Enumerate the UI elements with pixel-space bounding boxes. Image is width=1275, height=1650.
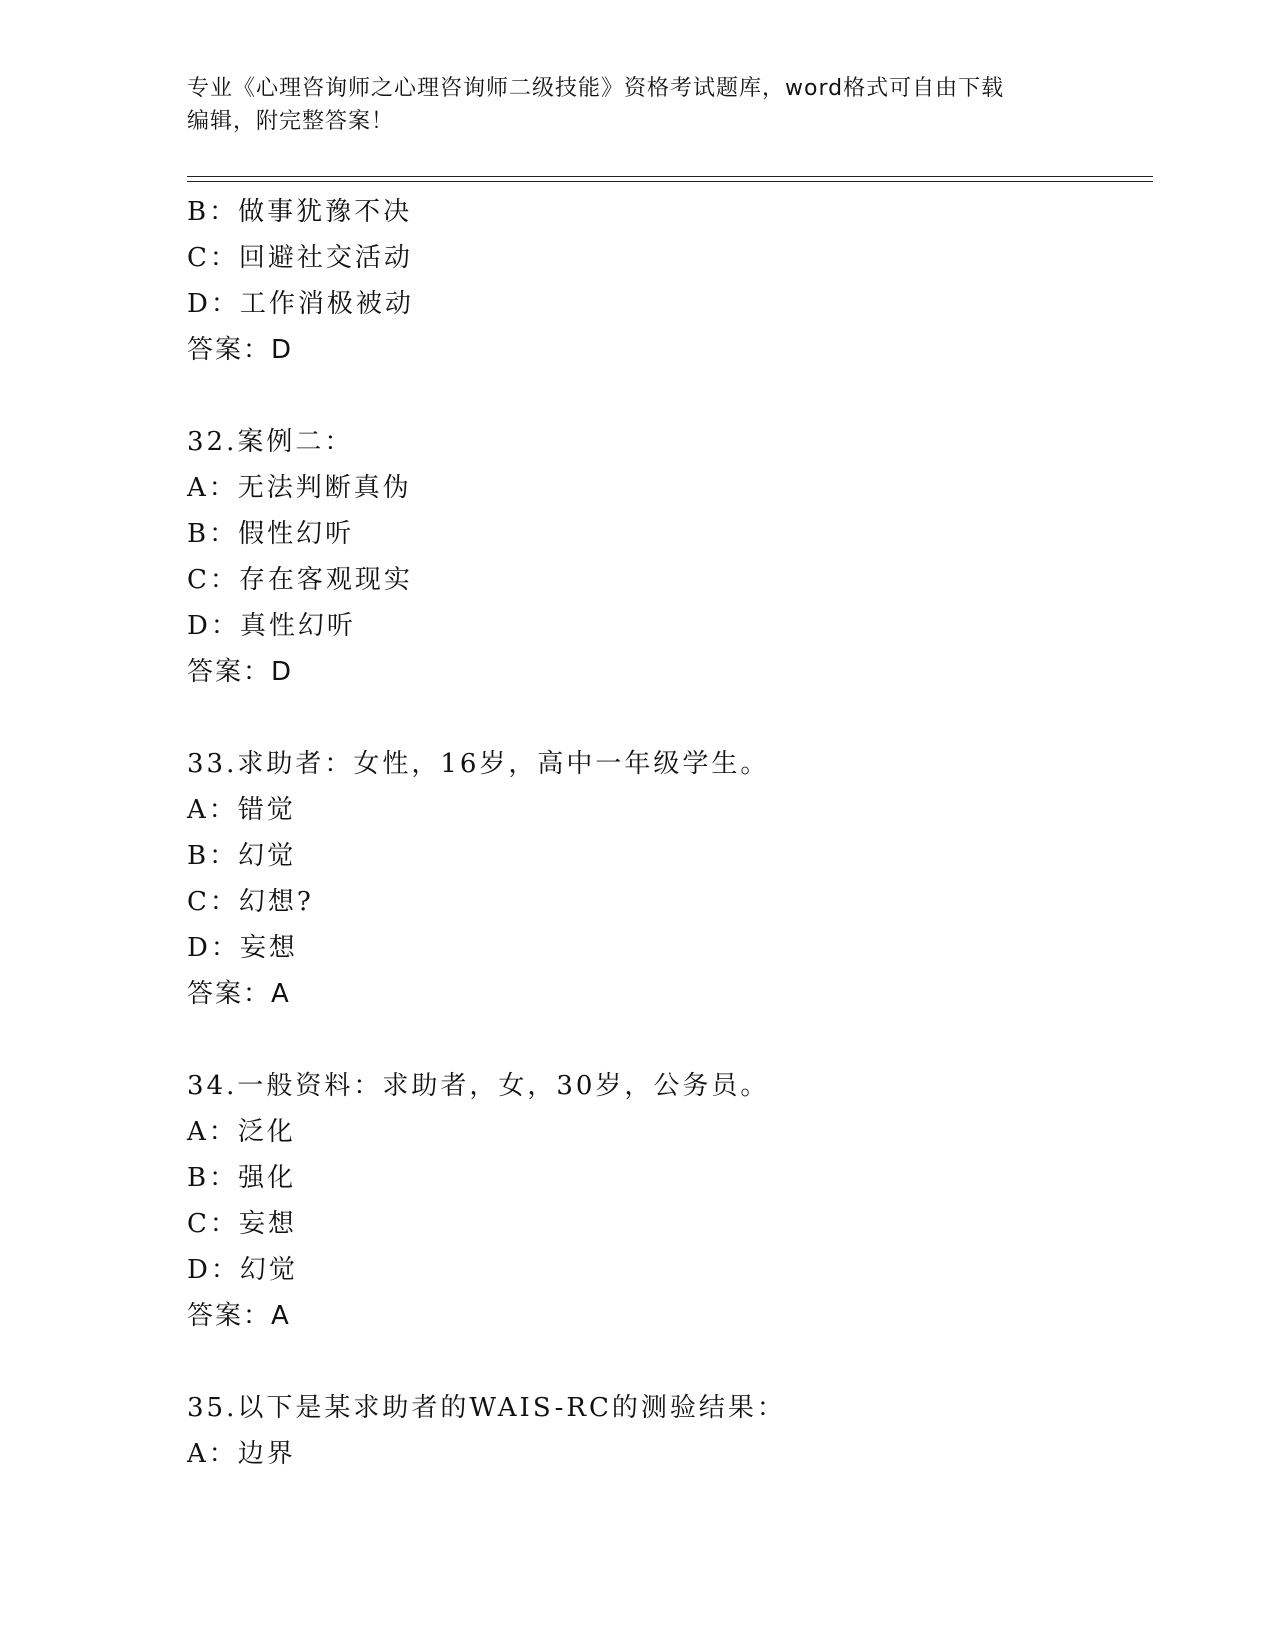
question-stem: 32.案例二：: [187, 427, 354, 457]
question-stem: 35.以下是某求助者的WAIS-RC的测验结果：: [187, 1393, 786, 1423]
question-option: A：错觉: [187, 795, 296, 825]
question-stem: 34.一般资料：求助者，女，30岁，公务员。: [187, 1071, 770, 1101]
document-header: [187, 72, 1087, 138]
question-option: D：幻觉: [187, 1255, 298, 1285]
question-option: C：回避社交活动: [187, 243, 413, 273]
question-option: B：假性幻听: [187, 519, 355, 549]
question-option: D：妄想: [187, 933, 298, 963]
question-answer: 答案：D: [187, 657, 294, 687]
question-option: A：边界: [187, 1439, 296, 1469]
question-answer: 答案：A: [187, 979, 291, 1009]
question-block: [187, 419, 1153, 695]
question-option: C：幻想?: [187, 887, 314, 917]
question-option: B：强化: [187, 1163, 297, 1193]
question-option: B：做事犹豫不决: [187, 197, 413, 227]
question-option: D：工作消极被动: [187, 289, 414, 319]
header-line-2: 编辑，附完整答案！: [187, 109, 395, 134]
header-line-1: 专业《心理咨询师之心理咨询师二级技能》资格考试题库，word格式可自由下载: [187, 76, 1005, 101]
question-option: B：幻觉: [187, 841, 297, 871]
question-block: [187, 1063, 1153, 1339]
question-option: A：无法判断真伪: [187, 473, 412, 503]
spacer: [187, 1339, 1153, 1385]
question-list: [187, 189, 1153, 1477]
spacer: [187, 695, 1153, 741]
question-option: C：妄想: [187, 1209, 297, 1239]
question-option: A：泛化: [187, 1117, 296, 1147]
spacer: [187, 1017, 1153, 1063]
question-option: C：存在客观现实: [187, 565, 413, 595]
header-divider-bottom: [187, 181, 1153, 182]
question-answer: 答案：D: [187, 335, 294, 365]
question-stem: 33.求助者：女性，16岁，高中一年级学生。: [187, 749, 770, 779]
question-answer: 答案：A: [187, 1301, 291, 1331]
question-option: D：真性幻听: [187, 611, 356, 641]
question-block: [187, 1385, 1153, 1477]
spacer: [187, 373, 1153, 419]
question-block: [187, 189, 1153, 373]
question-block: [187, 741, 1153, 1017]
header-divider-top: [187, 176, 1153, 177]
